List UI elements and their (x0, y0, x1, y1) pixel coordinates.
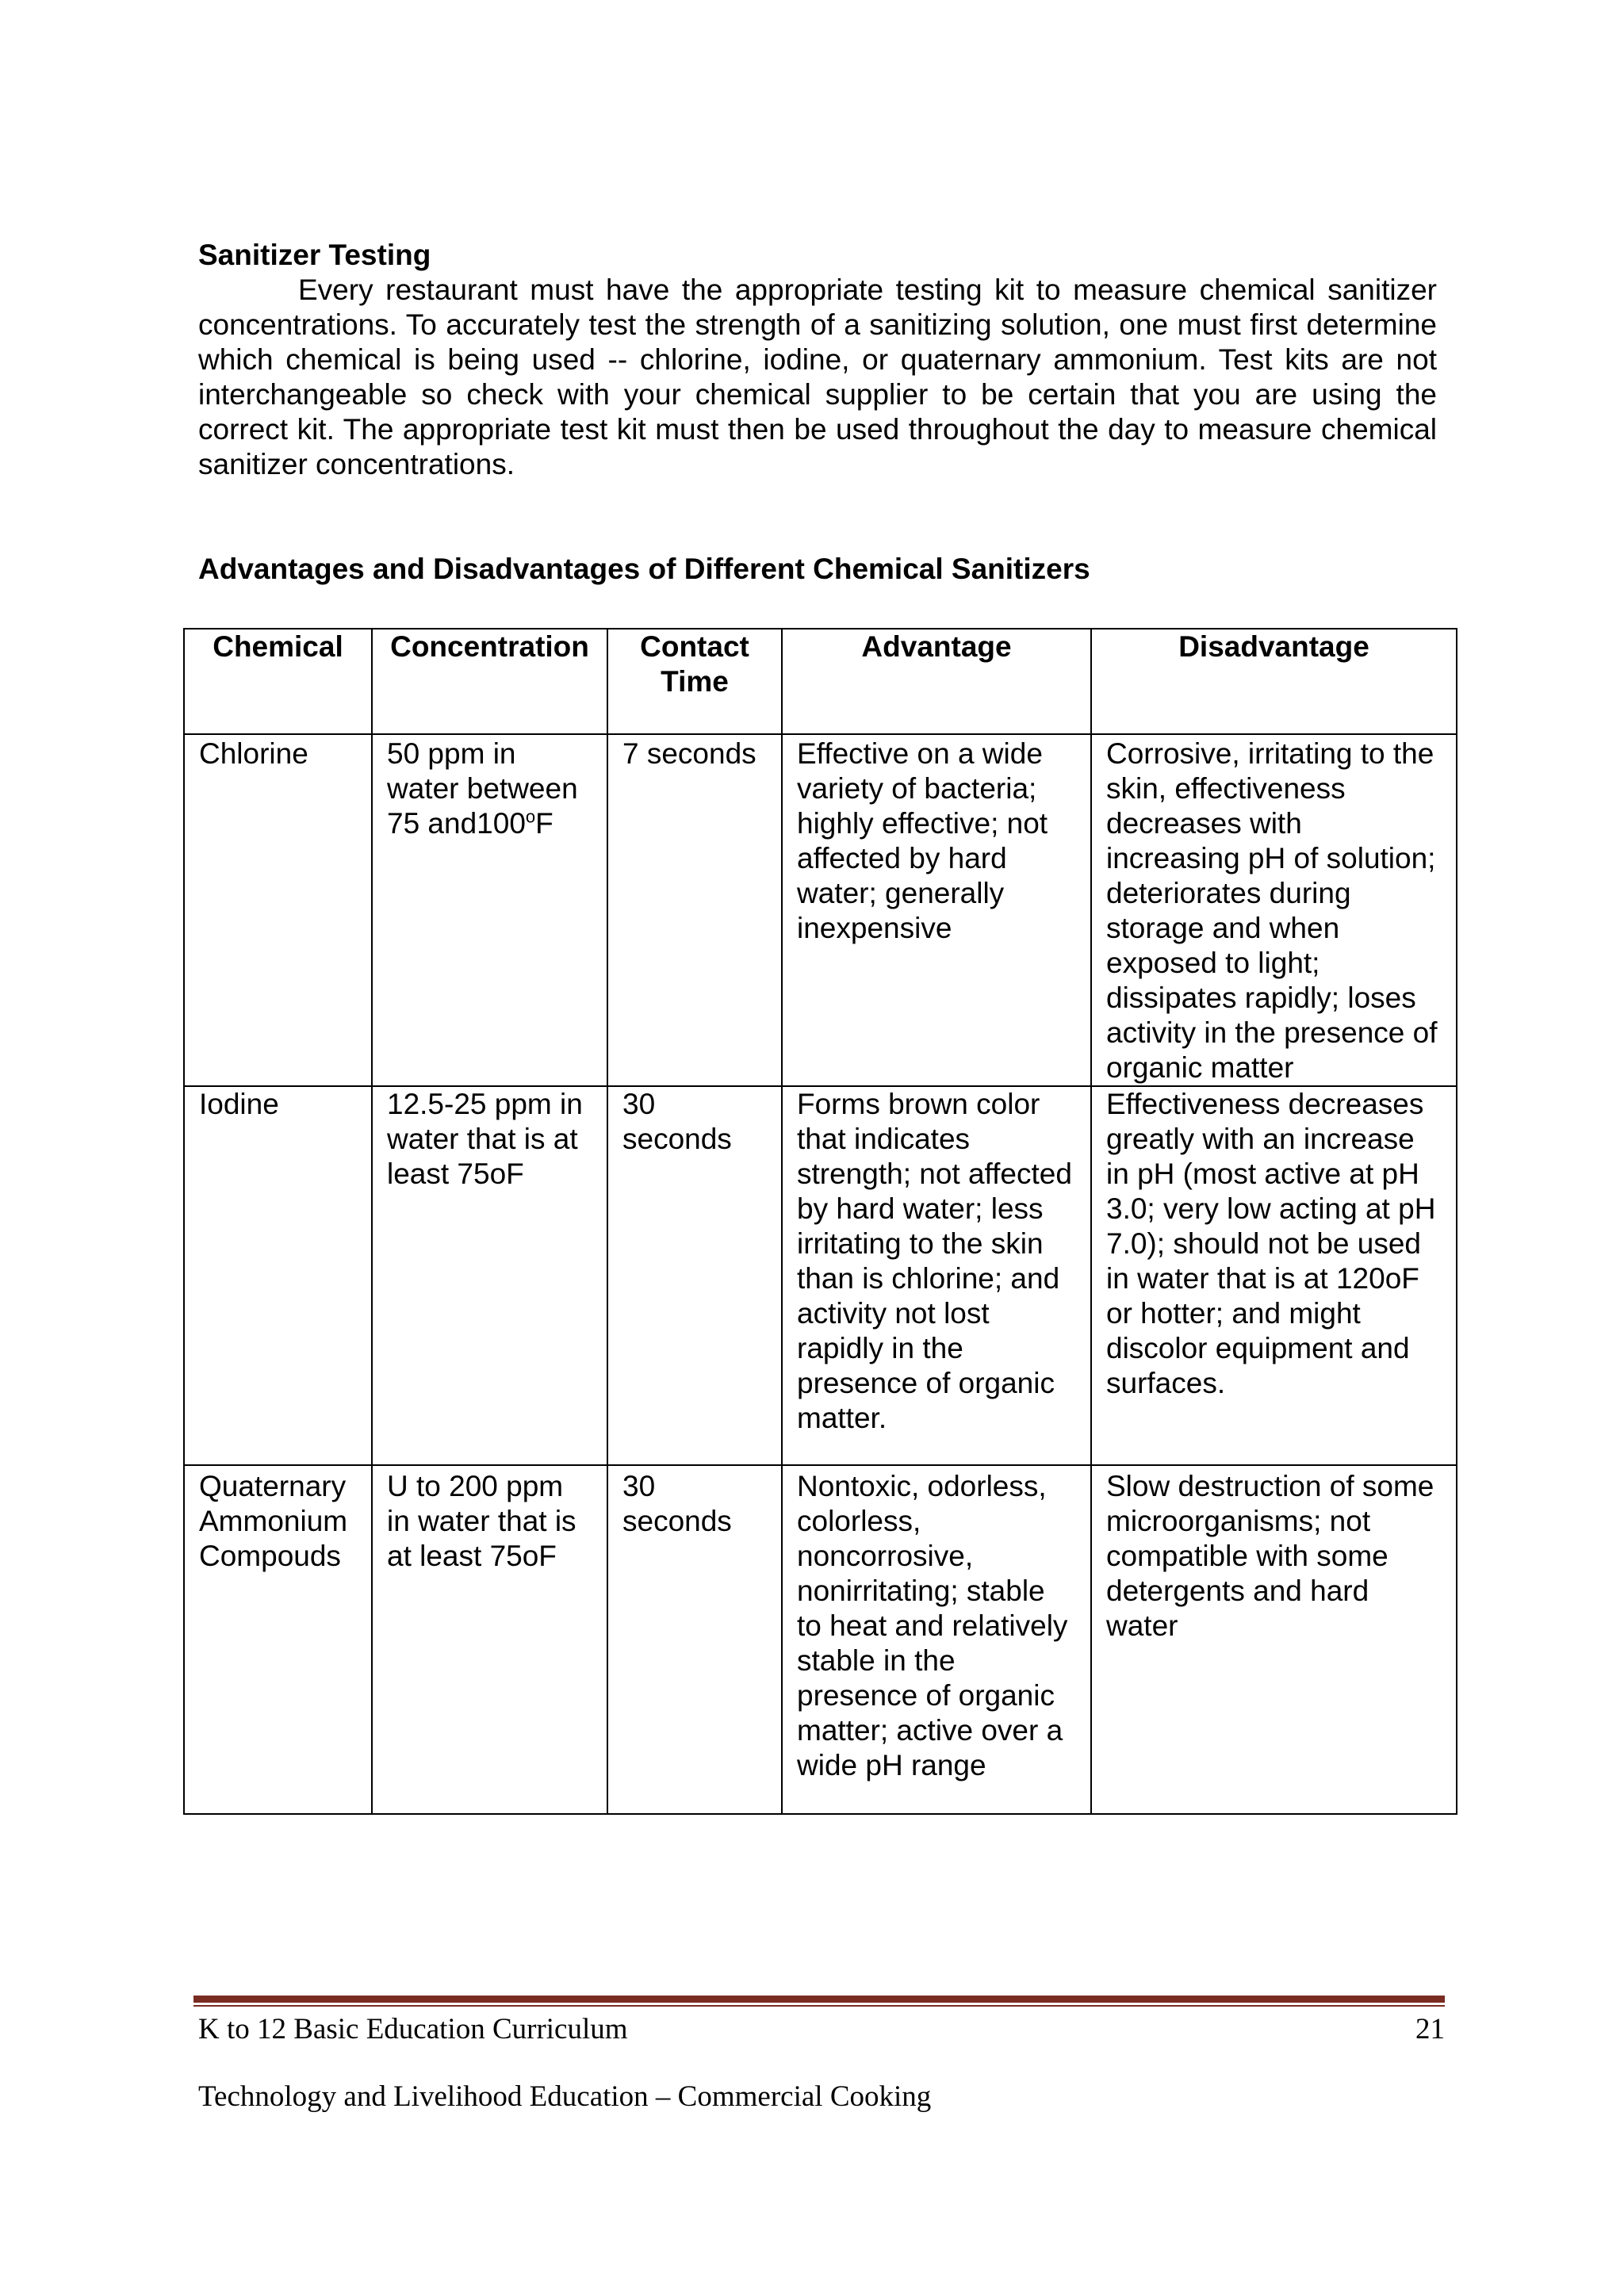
table-row (184, 734, 1457, 1086)
cell-contact-time: 30 seconds (607, 1086, 782, 1465)
intro-paragraph: Every restaurant must have the appropriate testing kit to measure chemical sanitizer concentrations. To accurately test the strength of a sanitizing solution, one must first determine which chemical is being used -- chlorine, iodine, or quaternary ammonium. Test kits are not interchangeable so check with your chemical supplier to be certain that you are using the correct kit. The appropriate test kit must then be used throughout the day to measure chemical sanitizer concentrations. (198, 274, 1437, 480)
degree-superscript: o (525, 806, 536, 827)
header-contact-time: Contact Time (607, 629, 782, 734)
cell-concentration: 12.5-25 ppm in water that is at least 75oF (372, 1086, 607, 1465)
contact-time-text: 30 seconds (622, 1470, 732, 1537)
cell-contact-time (607, 1465, 782, 1814)
footer-rule-thick (193, 1996, 1445, 2003)
table-title: Advantages and Disadvantages of Different Chemical Sanitizers (198, 553, 1090, 585)
section-title: Sanitizer Testing (198, 239, 431, 271)
concentration-text: U to 200 ppm in water that is at least 75oF (387, 1470, 576, 1572)
cell-concentration (372, 1465, 607, 1814)
table-row (184, 1086, 1457, 1465)
cell-advantage (782, 1465, 1091, 1814)
cell-disadvantage: Corrosive, irritating to the skin, effectiveness decreases with increasing pH of solution; deteriorates during storage and when exposed to light; dissipates rapidly; loses activity in the presence of organic matter (1091, 734, 1457, 1086)
cell-advantage: Effective on a wide variety of bacteria; highly effective; not affected by hard water; generally inexpensive (782, 734, 1091, 1086)
footer-curriculum: K to 12 Basic Education Curriculum (198, 2013, 628, 2045)
disadvantage-text: Slow destruction of some microorganisms; not compatible with some detergents and hard water (1106, 1470, 1434, 1642)
footer-rule-thin (193, 2005, 1445, 2007)
concentration-unit: F (535, 807, 553, 840)
header-advantage: Advantage (782, 629, 1091, 734)
page-number: 21 (1415, 2013, 1445, 2045)
cell-chemical (184, 1465, 372, 1814)
cell-chemical: Iodine (184, 1086, 372, 1465)
header-chemical: Chemical (184, 629, 372, 734)
table-row (184, 1465, 1457, 1814)
header-concentration: Concentration (372, 629, 607, 734)
footer-subject: Technology and Livelihood Education – Commercial Cooking (198, 2080, 932, 2113)
advantage-text: Nontoxic, odorless, colorless, noncorrosive, nonirritating; stable to heat and relatively stable in the presence of organic matter; active over a wide pH range (797, 1470, 1068, 1781)
cell-contact-time: 7 seconds (607, 734, 782, 1086)
cell-disadvantage: Effectiveness decreases greatly with an increase in pH (most active at pH 3.0; very low acting at pH 7.0); should not be used in water that is at 120oF or hotter; and might discolor equipment and surfaces. (1091, 1086, 1457, 1465)
cell-concentration (372, 734, 607, 1086)
cell-chemical: Chlorine (184, 734, 372, 1086)
header-disadvantage: Disadvantage (1091, 629, 1457, 734)
sanitizer-table (183, 628, 1457, 1815)
concentration-text: 50 ppm in water between 75 and100 (387, 737, 578, 840)
cell-disadvantage (1091, 1465, 1457, 1814)
table-header-row (184, 629, 1457, 734)
cell-advantage: Forms brown color that indicates strength; not affected by hard water; less irritating to the skin than is chlorine; and activity not lost rapidly in the presence of organic matter. (782, 1086, 1091, 1465)
chemical-text: Quaternary Ammonium Compouds (199, 1470, 348, 1572)
